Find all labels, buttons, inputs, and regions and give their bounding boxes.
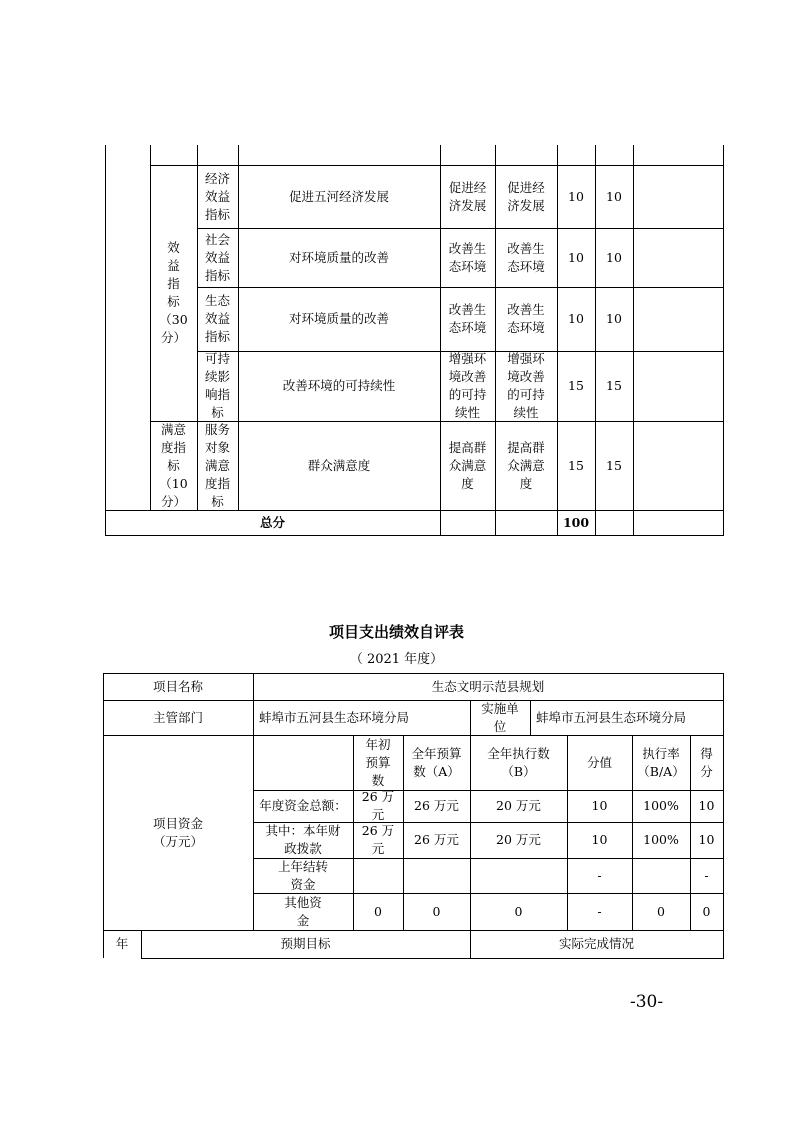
fund-value: 0 [374, 903, 382, 919]
earned-score: 15 [606, 378, 622, 393]
score-value: 15 [568, 457, 584, 473]
target-value: 提高群 众满意 度 [448, 439, 487, 491]
fund-value: 10 [591, 832, 608, 847]
indicator-description: 对环境质量的改善 [288, 311, 389, 326]
score-value: 10 [568, 249, 584, 265]
score-value: 10 [568, 188, 584, 204]
fund-value: 100% [643, 798, 679, 813]
actual-value: 促进经 济发展 [507, 179, 545, 213]
sub-indicator-name: 经济 效益 指标 [204, 170, 230, 222]
sub-indicator-name: 可持 续影 响指 标 [204, 351, 230, 420]
fund-value: 20 万元 [496, 798, 541, 813]
fund-value: - [597, 903, 602, 919]
sub-indicator-name: 社会 效益 指标 [204, 231, 230, 283]
page-number: -30- [630, 992, 664, 1012]
fund-row-label: 年度资金总额： [259, 798, 347, 813]
implementing-unit: 蚌埠市五河县生态环境分局 [536, 709, 687, 725]
fund-column-header: 分值 [586, 754, 612, 770]
fund-value [353, 858, 403, 893]
fund-value: 20 万元 [496, 832, 541, 847]
fund-value: 26 万元 [414, 832, 459, 847]
fund-value: 0 [514, 903, 523, 919]
satisfaction-indicator-group: 满意 度指 标 （10 分） [159, 421, 188, 509]
form-year: （ 2021 年度） [349, 652, 444, 667]
fund-value: 0 [657, 903, 665, 919]
fund-value [632, 858, 690, 893]
dept-label: 主管部门 [152, 709, 203, 725]
fund-row-label: 其他资 金 [284, 894, 322, 928]
target-value: 增强环 境改善 的可持 续性 [448, 351, 487, 420]
benefit-indicator-group: 效 益 指 标 （30 分） [159, 240, 188, 345]
fund-column-header: 得 分 [700, 745, 713, 779]
project-funds-label: 项目资金 （万元） [152, 815, 203, 849]
fund-value [470, 858, 567, 893]
score-value: 15 [568, 378, 584, 393]
annual-target-label: 年 [115, 936, 129, 951]
fund-value: 10 [591, 798, 608, 813]
earned-score: 15 [606, 457, 622, 473]
table-rule [723, 673, 724, 958]
fund-value: 0 [702, 903, 711, 919]
target-value: 改善生 态环境 [448, 240, 487, 274]
earned-score: 10 [606, 311, 622, 326]
project-name: 生态文明示范县规划 [431, 678, 545, 694]
fund-value: 26 万 元 [361, 823, 395, 856]
earned-score: 10 [606, 188, 622, 204]
dept-name: 蚌埠市五河县生态环境分局 [259, 709, 410, 725]
indicator-description: 群众满意度 [307, 457, 371, 473]
indicator-description: 对环境质量的改善 [288, 249, 389, 265]
actual-completion-header: 实际完成情况 [558, 936, 634, 951]
fund-column-header: 年初 预算 数 [365, 736, 391, 788]
fund-value: 26 万 元 [361, 789, 395, 822]
form-title: 项目支出绩效自评表 [328, 623, 464, 641]
fund-value [403, 858, 470, 893]
project-name-label: 项目名称 [152, 678, 203, 694]
target-value: 改善生 态环境 [448, 302, 487, 335]
fund-value: 10 [698, 832, 715, 847]
earned-score: 10 [606, 249, 622, 265]
fund-column-header: 执行率 （B/A） [637, 745, 685, 779]
indicator-description: 改善环境的可持续性 [282, 378, 396, 393]
actual-value: 提高群 众满意 度 [507, 439, 545, 491]
fund-value: - [597, 867, 602, 883]
score-value: 10 [568, 311, 584, 326]
actual-value: 改善生 态环境 [507, 240, 545, 274]
sub-indicator-name: 生态 效益 指标 [204, 293, 230, 344]
fund-column-header: 全年执行数 （B） [487, 745, 550, 779]
implementing-unit-label: 实施单 位 [481, 700, 519, 734]
indicator-description: 促进五河经济发展 [288, 188, 389, 204]
fund-value: 10 [698, 798, 715, 813]
fund-value: 100% [643, 832, 679, 847]
fund-value: 0 [432, 903, 441, 919]
total-label: 总分 [259, 514, 285, 530]
table-rule [141, 958, 724, 959]
fund-column-header: 全年预算 数（A） [411, 745, 462, 779]
target-value: 促进经 济发展 [448, 179, 487, 213]
actual-value: 增强环 境改善 的可持 续性 [507, 351, 545, 420]
fund-value: - [704, 867, 709, 883]
total-score: 100 [562, 514, 590, 530]
fund-value: 26 万元 [414, 798, 459, 813]
sub-indicator-name: 服务 对象 满意 度指 标 [204, 421, 230, 509]
actual-value: 改善生 态环境 [507, 302, 545, 335]
expected-target-header: 预期目标 [280, 936, 331, 951]
fund-row-label: 其中：本年财 政拨款 [265, 823, 341, 856]
fund-row-label: 上年结转 资金 [277, 858, 328, 892]
